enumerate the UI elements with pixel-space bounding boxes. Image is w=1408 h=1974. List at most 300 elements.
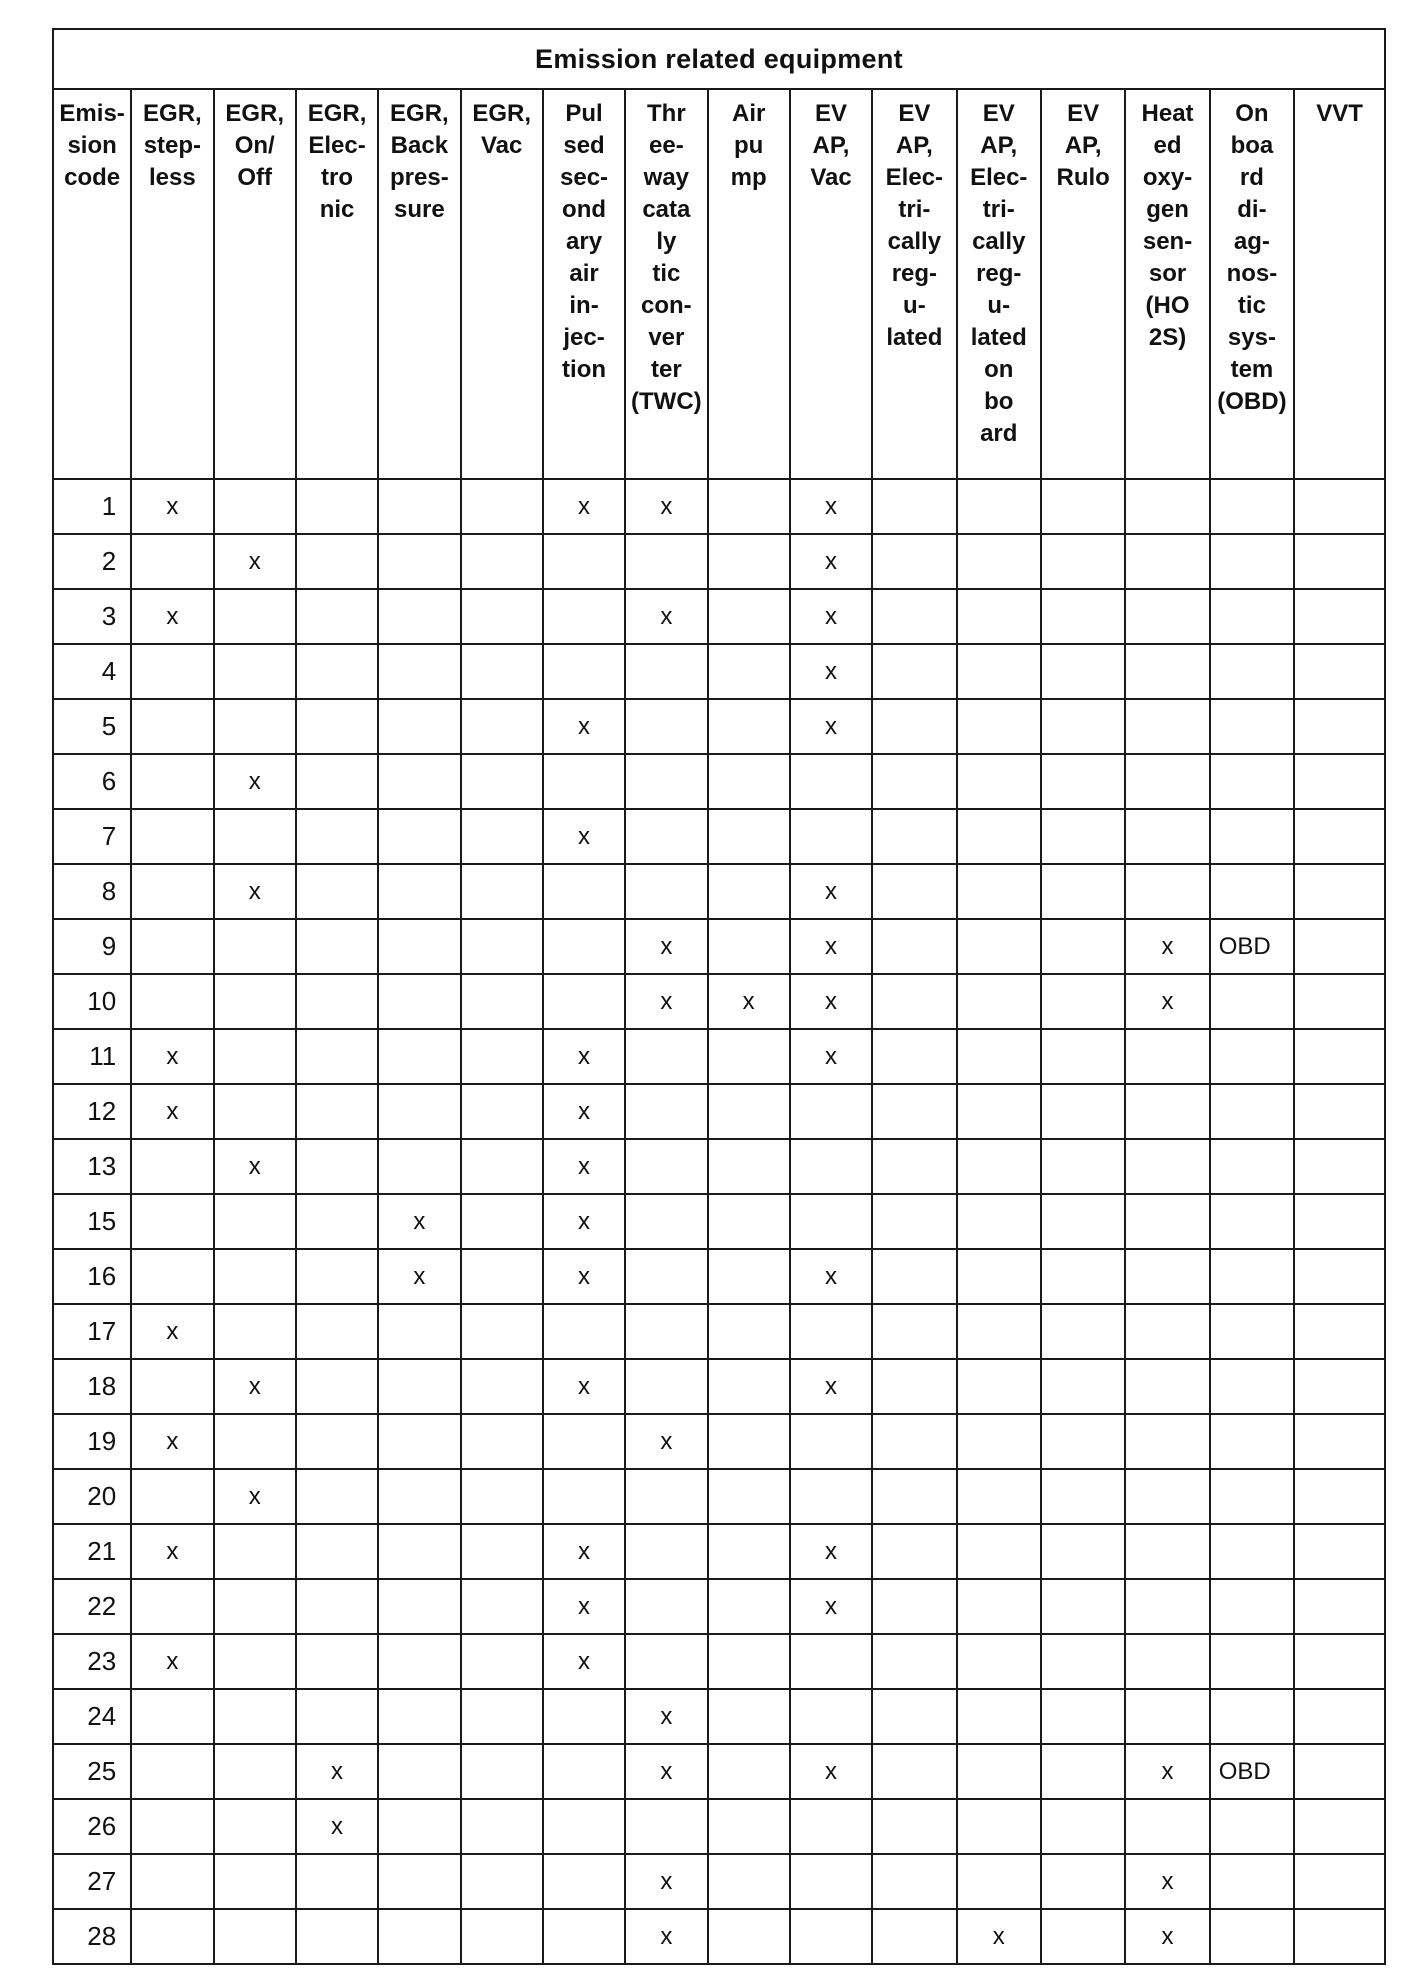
emission-code-cell: 5 [53, 699, 131, 754]
equipment-mark-cell [957, 1249, 1041, 1304]
equipment-mark-cell: x [708, 974, 790, 1029]
equipment-mark-cell [957, 1414, 1041, 1469]
equipment-mark-cell [461, 1029, 543, 1084]
equipment-mark-cell: x [625, 1854, 707, 1909]
equipment-mark-cell [378, 1689, 460, 1744]
equipment-mark-cell [214, 589, 296, 644]
equipment-mark-cell [1294, 1854, 1385, 1909]
equipment-mark-cell [1041, 974, 1125, 1029]
column-header-label: EGR, step- less [143, 100, 202, 191]
equipment-mark-cell [957, 1359, 1041, 1414]
equipment-mark-cell [1294, 1414, 1385, 1469]
equipment-mark-cell [1041, 534, 1125, 589]
equipment-mark-cell [543, 589, 625, 644]
equipment-mark-cell [1125, 1469, 1209, 1524]
equipment-mark-cell [1210, 1854, 1294, 1909]
equipment-mark-cell [1294, 1799, 1385, 1854]
emission-code-cell: 22 [53, 1579, 131, 1634]
column-header [1125, 89, 1209, 479]
equipment-mark-cell [378, 1414, 460, 1469]
column-header-label: EV AP, Vac [810, 100, 852, 191]
equipment-mark-cell [1210, 699, 1294, 754]
equipment-mark-cell: x [625, 1909, 707, 1964]
table-row [53, 1304, 1385, 1359]
equipment-mark-cell [378, 1799, 460, 1854]
equipment-mark-cell [461, 534, 543, 589]
equipment-mark-cell [1210, 479, 1294, 534]
equipment-mark-cell [1041, 1689, 1125, 1744]
equipment-mark-cell [957, 1689, 1041, 1744]
equipment-mark-cell [957, 1304, 1041, 1359]
equipment-mark-cell [296, 1249, 378, 1304]
equipment-mark-cell: x [1125, 1909, 1209, 1964]
table-row [53, 1084, 1385, 1139]
column-header [708, 89, 790, 479]
equipment-mark-cell: x [625, 1689, 707, 1744]
equipment-mark-cell [296, 1139, 378, 1194]
equipment-mark-cell [214, 699, 296, 754]
equipment-mark-cell [1294, 1194, 1385, 1249]
equipment-mark-cell [790, 1304, 872, 1359]
column-header [543, 89, 625, 479]
equipment-mark-cell [625, 864, 707, 919]
equipment-mark-cell [131, 1689, 213, 1744]
equipment-mark-cell [1210, 644, 1294, 699]
equipment-mark-cell [872, 809, 956, 864]
equipment-mark-cell [708, 864, 790, 919]
equipment-mark-cell: x [296, 1799, 378, 1854]
column-header-label: EGR, Elec- tro nic [307, 100, 367, 223]
equipment-mark-cell [1294, 809, 1385, 864]
equipment-mark-cell [872, 1194, 956, 1249]
equipment-mark-cell: x [296, 1744, 378, 1799]
equipment-mark-cell [296, 809, 378, 864]
equipment-mark-cell [1294, 1084, 1385, 1139]
equipment-mark-cell [378, 1634, 460, 1689]
column-header [1294, 89, 1385, 479]
equipment-mark-cell [131, 1469, 213, 1524]
column-header-label: EV AP, Elec- tri- cally reg- u- lated on bo ard [970, 100, 1028, 447]
equipment-mark-cell [708, 1634, 790, 1689]
equipment-mark-cell [708, 1799, 790, 1854]
equipment-mark-cell [543, 1799, 625, 1854]
equipment-mark-cell [872, 1084, 956, 1139]
column-header [1210, 89, 1294, 479]
table-row [53, 1139, 1385, 1194]
equipment-mark-cell: x [625, 1744, 707, 1799]
equipment-mark-cell [790, 1909, 872, 1964]
equipment-mark-cell: x [625, 479, 707, 534]
equipment-mark-cell [872, 1414, 956, 1469]
equipment-mark-cell [296, 919, 378, 974]
equipment-mark-cell [543, 1854, 625, 1909]
equipment-mark-cell [1294, 1634, 1385, 1689]
equipment-mark-cell [214, 1194, 296, 1249]
equipment-mark-cell [1125, 644, 1209, 699]
emission-code-cell: 4 [53, 644, 131, 699]
table-row [53, 699, 1385, 754]
equipment-mark-cell [1125, 754, 1209, 809]
equipment-mark-cell [461, 1084, 543, 1139]
table-row [53, 1359, 1385, 1414]
equipment-mark-cell [1210, 589, 1294, 644]
equipment-mark-cell [214, 1249, 296, 1304]
emission-code-cell: 11 [53, 1029, 131, 1084]
equipment-mark-cell [957, 1469, 1041, 1524]
equipment-mark-cell [461, 1744, 543, 1799]
equipment-mark-cell [1210, 1084, 1294, 1139]
equipment-mark-cell [378, 1469, 460, 1524]
emission-code-cell: 19 [53, 1414, 131, 1469]
equipment-mark-cell [214, 1799, 296, 1854]
equipment-mark-cell [543, 534, 625, 589]
equipment-mark-cell [461, 589, 543, 644]
equipment-mark-cell [1041, 1304, 1125, 1359]
equipment-mark-cell [296, 699, 378, 754]
table-row [53, 754, 1385, 809]
equipment-mark-cell [1294, 1689, 1385, 1744]
equipment-mark-cell [957, 1634, 1041, 1689]
equipment-mark-cell: x [543, 699, 625, 754]
equipment-mark-cell [790, 1084, 872, 1139]
equipment-mark-cell [957, 974, 1041, 1029]
equipment-mark-cell [378, 1524, 460, 1579]
table-row [53, 1029, 1385, 1084]
equipment-mark-cell [957, 1194, 1041, 1249]
equipment-mark-cell [872, 644, 956, 699]
equipment-mark-cell [461, 1139, 543, 1194]
equipment-mark-cell [296, 589, 378, 644]
emission-code-cell: 18 [53, 1359, 131, 1414]
equipment-mark-cell [378, 754, 460, 809]
equipment-mark-cell [957, 809, 1041, 864]
equipment-mark-cell [1041, 1799, 1125, 1854]
equipment-mark-cell [625, 1139, 707, 1194]
equipment-mark-cell [1041, 1359, 1125, 1414]
equipment-mark-cell: x [790, 1744, 872, 1799]
table-body [53, 479, 1385, 1964]
equipment-mark-cell [1210, 1799, 1294, 1854]
column-header-label: EGR, Vac [472, 100, 532, 159]
equipment-mark-cell [214, 1524, 296, 1579]
equipment-mark-cell: x [790, 974, 872, 1029]
equipment-mark-cell [296, 1579, 378, 1634]
equipment-mark-cell [1125, 479, 1209, 534]
equipment-mark-cell [1210, 1469, 1294, 1524]
equipment-mark-cell [708, 1854, 790, 1909]
equipment-mark-cell [131, 1909, 213, 1964]
equipment-mark-cell [461, 919, 543, 974]
equipment-mark-cell [872, 864, 956, 919]
equipment-mark-cell [1041, 1909, 1125, 1964]
equipment-mark-cell [131, 1579, 213, 1634]
equipment-mark-cell [1210, 534, 1294, 589]
equipment-mark-cell [708, 644, 790, 699]
equipment-mark-cell [708, 1689, 790, 1744]
equipment-mark-cell [872, 534, 956, 589]
emission-code-cell: 23 [53, 1634, 131, 1689]
equipment-mark-cell: x [625, 974, 707, 1029]
column-header [131, 89, 213, 479]
equipment-mark-cell [461, 1469, 543, 1524]
equipment-mark-cell [296, 864, 378, 919]
obd-cell: OBD [1210, 1744, 1294, 1799]
equipment-mark-cell [957, 1524, 1041, 1579]
equipment-mark-cell [708, 1469, 790, 1524]
equipment-mark-cell [296, 1854, 378, 1909]
equipment-mark-cell [543, 754, 625, 809]
equipment-mark-cell [1041, 699, 1125, 754]
equipment-mark-cell [131, 919, 213, 974]
equipment-mark-cell [1210, 1634, 1294, 1689]
equipment-mark-cell [790, 1689, 872, 1744]
equipment-mark-cell [708, 919, 790, 974]
equipment-mark-cell [461, 479, 543, 534]
equipment-mark-cell [461, 1854, 543, 1909]
equipment-mark-cell [1125, 1249, 1209, 1304]
equipment-mark-cell [461, 1579, 543, 1634]
equipment-mark-cell: x [957, 1909, 1041, 1964]
equipment-mark-cell [1041, 809, 1125, 864]
table-row [53, 1854, 1385, 1909]
equipment-mark-cell [625, 1304, 707, 1359]
column-header [957, 89, 1041, 479]
equipment-mark-cell [214, 1744, 296, 1799]
equipment-mark-cell: x [214, 754, 296, 809]
equipment-mark-cell [296, 1359, 378, 1414]
equipment-mark-cell: x [214, 534, 296, 589]
equipment-mark-cell [1041, 1414, 1125, 1469]
equipment-mark-cell [296, 1469, 378, 1524]
table-row [53, 1799, 1385, 1854]
equipment-mark-cell [543, 644, 625, 699]
equipment-mark-cell [1294, 1909, 1385, 1964]
equipment-mark-cell [543, 1414, 625, 1469]
column-header [872, 89, 956, 479]
equipment-mark-cell [957, 1084, 1041, 1139]
equipment-mark-cell [957, 644, 1041, 699]
equipment-mark-cell [1294, 1579, 1385, 1634]
equipment-mark-cell [214, 1909, 296, 1964]
equipment-mark-cell [214, 974, 296, 1029]
equipment-mark-cell [1041, 644, 1125, 699]
equipment-mark-cell [1041, 1634, 1125, 1689]
equipment-mark-cell [625, 754, 707, 809]
equipment-mark-cell [625, 1249, 707, 1304]
equipment-mark-cell: x [790, 1579, 872, 1634]
equipment-mark-cell [1294, 1139, 1385, 1194]
equipment-mark-cell [1041, 754, 1125, 809]
equipment-mark-cell: x [790, 534, 872, 589]
column-header-label: Pul sed sec- ond ary air in- jec- tion [560, 100, 609, 383]
equipment-mark-cell [1125, 864, 1209, 919]
equipment-mark-cell: x [131, 479, 213, 534]
equipment-mark-cell: x [1125, 974, 1209, 1029]
equipment-mark-cell [1210, 1579, 1294, 1634]
emission-code-cell: 9 [53, 919, 131, 974]
equipment-mark-cell [872, 1029, 956, 1084]
obd-cell: OBD [1210, 919, 1294, 974]
equipment-mark-cell: x [1125, 919, 1209, 974]
equipment-mark-cell [1210, 1249, 1294, 1304]
equipment-mark-cell [543, 1909, 625, 1964]
emission-code-cell: 16 [53, 1249, 131, 1304]
equipment-mark-cell [296, 1304, 378, 1359]
equipment-mark-cell [625, 1084, 707, 1139]
equipment-mark-cell [296, 534, 378, 589]
equipment-mark-cell: x [543, 1524, 625, 1579]
equipment-mark-cell [708, 1359, 790, 1414]
equipment-mark-cell [461, 1414, 543, 1469]
equipment-mark-cell [378, 534, 460, 589]
equipment-mark-cell [708, 1249, 790, 1304]
equipment-mark-cell [461, 1249, 543, 1304]
equipment-mark-cell: x [790, 479, 872, 534]
equipment-mark-cell [625, 699, 707, 754]
equipment-mark-cell: x [214, 1139, 296, 1194]
equipment-mark-cell [1125, 1689, 1209, 1744]
equipment-mark-cell [872, 1689, 956, 1744]
equipment-mark-cell: x [378, 1249, 460, 1304]
equipment-mark-cell [1125, 1579, 1209, 1634]
equipment-mark-cell [1210, 1689, 1294, 1744]
equipment-mark-cell [296, 644, 378, 699]
equipment-mark-cell [296, 1689, 378, 1744]
equipment-mark-cell [957, 1029, 1041, 1084]
column-header [53, 89, 131, 479]
equipment-mark-cell [625, 1799, 707, 1854]
emission-code-cell: 12 [53, 1084, 131, 1139]
equipment-mark-cell: x [543, 1359, 625, 1414]
equipment-mark-cell [378, 589, 460, 644]
equipment-mark-cell [461, 864, 543, 919]
equipment-mark-cell [625, 809, 707, 864]
column-header [1041, 89, 1125, 479]
equipment-mark-cell: x [214, 1359, 296, 1414]
equipment-mark-cell [543, 1689, 625, 1744]
equipment-mark-cell [1294, 1359, 1385, 1414]
equipment-mark-cell [872, 1304, 956, 1359]
equipment-mark-cell [957, 699, 1041, 754]
equipment-mark-cell [1041, 1579, 1125, 1634]
equipment-mark-cell [790, 1194, 872, 1249]
equipment-mark-cell [131, 1799, 213, 1854]
equipment-mark-cell [708, 1084, 790, 1139]
equipment-mark-cell [543, 1744, 625, 1799]
equipment-mark-cell [872, 1359, 956, 1414]
equipment-mark-cell [378, 1139, 460, 1194]
equipment-mark-cell: x [131, 1029, 213, 1084]
equipment-mark-cell: x [790, 699, 872, 754]
equipment-mark-cell [1210, 974, 1294, 1029]
column-header [625, 89, 707, 479]
equipment-mark-cell [1294, 589, 1385, 644]
equipment-mark-cell [461, 1304, 543, 1359]
equipment-mark-cell [214, 1029, 296, 1084]
equipment-mark-cell [872, 479, 956, 534]
equipment-mark-cell [1041, 1854, 1125, 1909]
equipment-mark-cell [131, 809, 213, 864]
column-header-label: VVT [1316, 100, 1363, 127]
equipment-mark-cell [296, 1194, 378, 1249]
equipment-mark-cell: x [625, 1414, 707, 1469]
equipment-mark-cell [790, 809, 872, 864]
equipment-mark-cell: x [543, 1194, 625, 1249]
table-row [53, 864, 1385, 919]
equipment-mark-cell [461, 1194, 543, 1249]
column-header-label: Emis- sion code [59, 100, 125, 191]
equipment-mark-cell [296, 1414, 378, 1469]
equipment-mark-cell [131, 699, 213, 754]
equipment-mark-cell [790, 754, 872, 809]
equipment-mark-cell [1294, 1249, 1385, 1304]
equipment-mark-cell [1294, 644, 1385, 699]
equipment-mark-cell [625, 644, 707, 699]
equipment-mark-cell [872, 919, 956, 974]
equipment-mark-cell [131, 534, 213, 589]
equipment-mark-cell [131, 1139, 213, 1194]
equipment-mark-cell [957, 919, 1041, 974]
equipment-mark-cell [1125, 1084, 1209, 1139]
equipment-mark-cell [131, 974, 213, 1029]
equipment-mark-cell [872, 974, 956, 1029]
equipment-mark-cell [1041, 1194, 1125, 1249]
equipment-mark-cell [1294, 1469, 1385, 1524]
equipment-mark-cell [872, 1524, 956, 1579]
equipment-mark-cell [378, 1854, 460, 1909]
equipment-mark-cell: x [543, 1139, 625, 1194]
equipment-mark-cell [872, 754, 956, 809]
table-row [53, 1689, 1385, 1744]
equipment-mark-cell: x [790, 1359, 872, 1414]
equipment-mark-cell [543, 974, 625, 1029]
equipment-mark-cell: x [378, 1194, 460, 1249]
table-row [53, 1744, 1385, 1799]
equipment-mark-cell [1125, 809, 1209, 864]
equipment-mark-cell: x [131, 1524, 213, 1579]
equipment-mark-cell: x [543, 1029, 625, 1084]
equipment-mark-cell [708, 1524, 790, 1579]
equipment-mark-cell [872, 589, 956, 644]
equipment-mark-cell [1125, 1029, 1209, 1084]
equipment-mark-cell: x [543, 479, 625, 534]
table-row [53, 1579, 1385, 1634]
equipment-mark-cell [131, 1744, 213, 1799]
equipment-mark-cell [1041, 1084, 1125, 1139]
column-header [378, 89, 460, 479]
equipment-mark-cell [708, 754, 790, 809]
equipment-mark-cell [708, 1414, 790, 1469]
equipment-mark-cell: x [543, 1579, 625, 1634]
column-header-label: EGR, Back pres- sure [390, 100, 449, 223]
emission-code-cell: 17 [53, 1304, 131, 1359]
equipment-mark-cell [378, 864, 460, 919]
equipment-mark-cell [214, 809, 296, 864]
equipment-mark-cell [872, 699, 956, 754]
equipment-mark-cell [461, 974, 543, 1029]
equipment-mark-cell: x [790, 864, 872, 919]
equipment-mark-cell [1210, 1359, 1294, 1414]
equipment-mark-cell [872, 1249, 956, 1304]
equipment-mark-cell: x [1125, 1744, 1209, 1799]
equipment-mark-cell [708, 1194, 790, 1249]
equipment-mark-cell [1041, 589, 1125, 644]
equipment-mark-cell [378, 1304, 460, 1359]
equipment-mark-cell: x [131, 1084, 213, 1139]
equipment-mark-cell [790, 1139, 872, 1194]
table-row [53, 1524, 1385, 1579]
equipment-mark-cell [625, 1634, 707, 1689]
